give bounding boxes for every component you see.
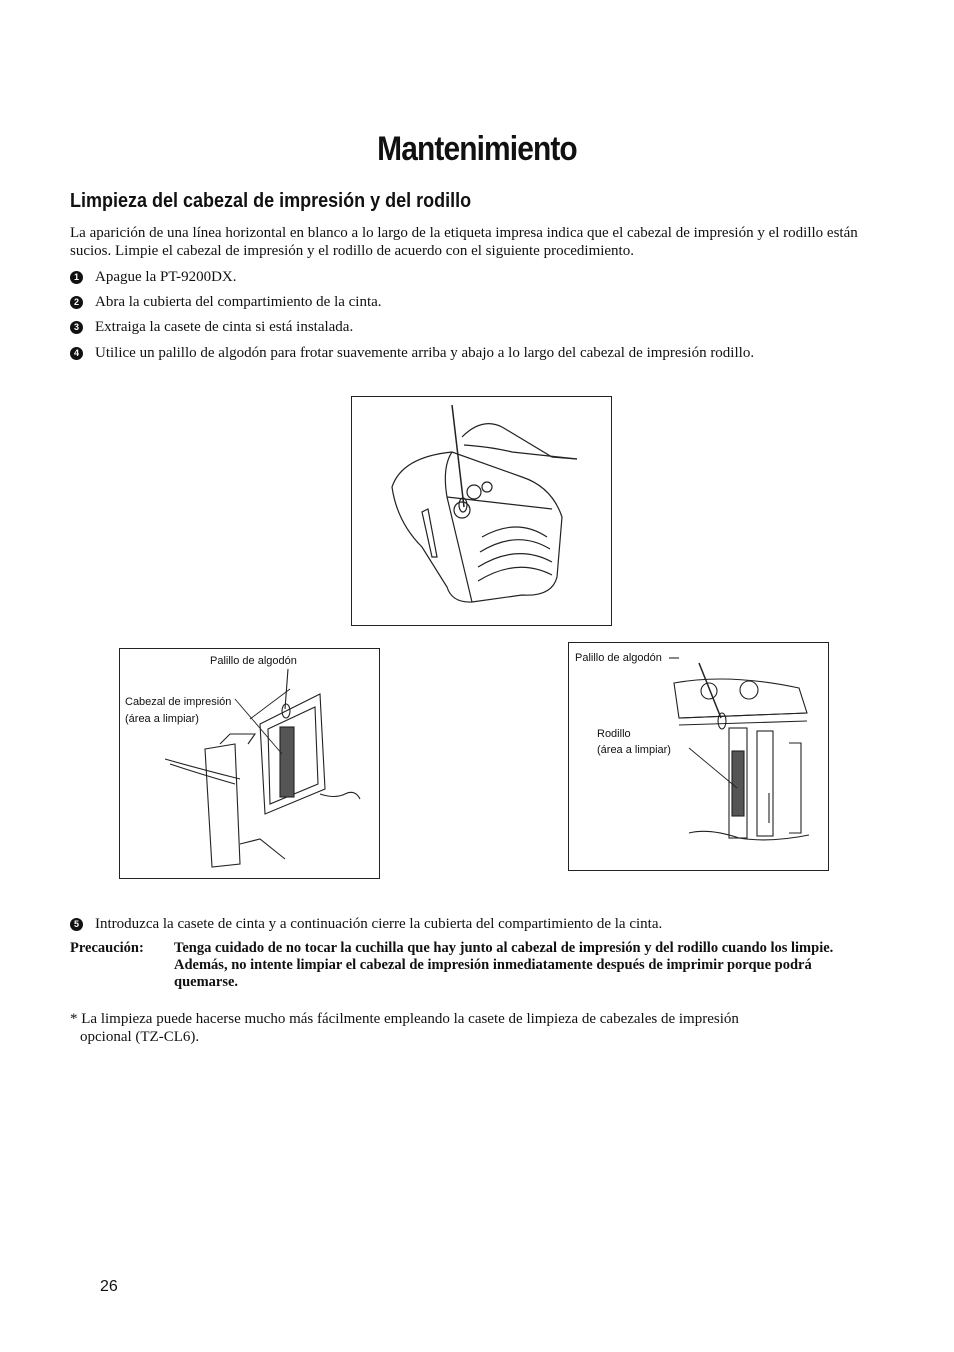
- page-title: Mantenimiento: [377, 130, 577, 168]
- step-number-5: 5: [70, 918, 83, 931]
- footnote-line-1: * La limpieza puede hacerse mucho más fácilmente empleando la casete de limpieza de cabezales de impresión: [70, 1011, 739, 1027]
- printer-illustration: [351, 396, 612, 626]
- step-text-5: Introduzca la casete de cinta y a continuación cierre la cubierta del compartimiento de la cinta.: [95, 916, 663, 932]
- step-number-2: 2: [70, 296, 83, 309]
- caution-text: Tenga cuidado de no tocar la cuchilla que hay junto al cabezal de impresión y del rodillo cuando los limpie. Además, no intente limpiar el cabezal de impresión inmediatamente después de imprimir porque podrá quemarse.: [174, 940, 834, 990]
- step-2: [70, 293, 382, 311]
- footnote: [70, 1010, 850, 1046]
- section-title: Limpieza del cabezal de impresión y del rodillo: [70, 190, 472, 212]
- step-5: [70, 915, 662, 933]
- swab-label-right: Palillo de algodón: [575, 652, 662, 664]
- page-number: 26: [100, 1278, 118, 1295]
- step-1: [70, 268, 237, 286]
- roller-label-line-1: Rodillo: [597, 728, 631, 740]
- step-3: [70, 318, 353, 336]
- step-4: [70, 344, 754, 362]
- step-text-1: Apague la PT-9200DX.: [95, 269, 237, 285]
- head-label-line-1: Cabezal de impresión: [125, 696, 232, 708]
- roller-figure: [568, 642, 829, 871]
- step-number-3: 3: [70, 321, 83, 334]
- head-label-line-2: (área a limpiar): [125, 713, 199, 725]
- print-head-drawing: [120, 649, 379, 878]
- swab-label-left: Palillo de algodón: [210, 655, 297, 667]
- intro-paragraph: La aparición de una línea horizontal en blanco a lo largo de la etiqueta impresa indica que el cabezal de impresión y el rodillo están sucios. Limpie el cabezal de impresión y el rodillo de acuerdo con el siguiente procedimiento.: [70, 225, 858, 259]
- step-text-2: Abra la cubierta del compartimiento de la cinta.: [95, 294, 382, 310]
- footnote-line-2: opcional (TZ-CL6).: [80, 1029, 200, 1045]
- print-head-figure: [119, 648, 380, 879]
- step-number-1: 1: [70, 271, 83, 284]
- roller-label-line-2: (área a limpiar): [597, 744, 671, 756]
- printer-drawing: [352, 397, 611, 625]
- step-text-3: Extraiga la casete de cinta si está instalada.: [95, 319, 354, 335]
- caution-label: Precaución:: [70, 940, 144, 956]
- step-number-4: 4: [70, 347, 83, 360]
- step-text-4: Utilice un palillo de algodón para frotar suavemente arriba y abajo a lo largo del cabezal de impresión rodillo.: [95, 345, 755, 361]
